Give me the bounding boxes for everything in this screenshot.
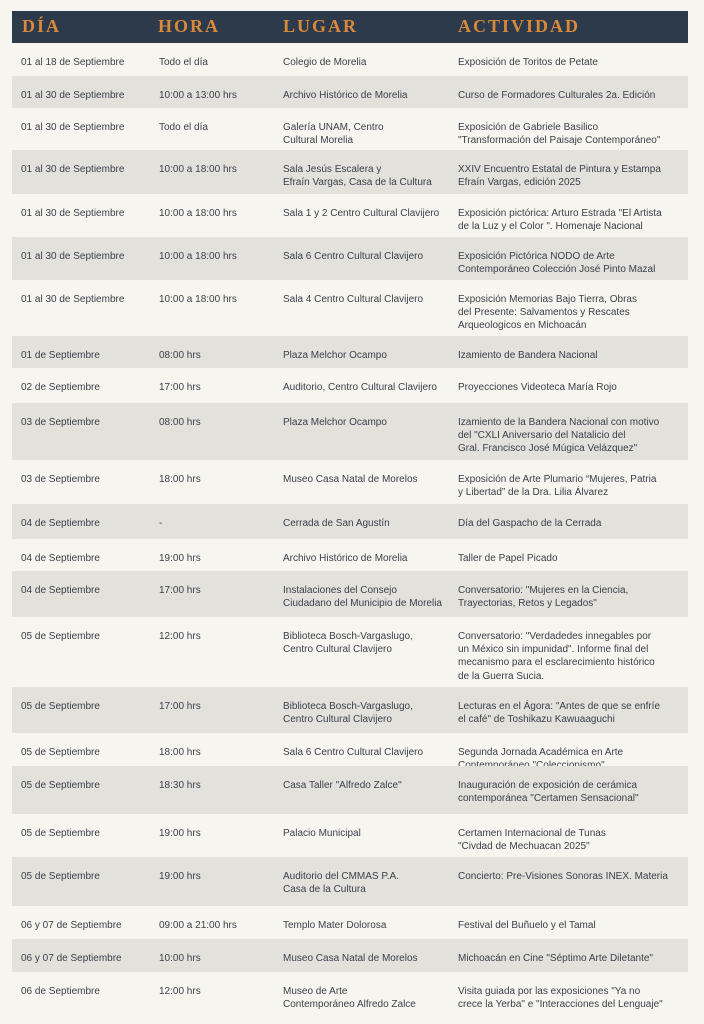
cell-actividad: Conversatorio: "Verdadedes innegables por un México sin impunidad". Informe final del mecanismo para el esclarecimiento histórico de la Guerra Sucia. bbox=[458, 631, 655, 682]
cell-lugar: Museo Casa Natal de Morelos bbox=[283, 474, 418, 485]
cell-hora: 19:00 hrs bbox=[159, 553, 201, 564]
cell-actividad: Exposición de Gabriele Basilico "Transformación del Paisaje Contemporáneo" bbox=[458, 122, 661, 147]
cell-hora: 10:00 a 13:00 hrs bbox=[159, 90, 237, 101]
cell-actividad: Concierto: Pre-Visiones Sonoras INEX. Materia bbox=[458, 871, 668, 882]
cell-actividad: Segunda Jornada Académica en Arte bbox=[458, 747, 624, 758]
cell-actividad: Día del Gaspacho de la Cerrada bbox=[458, 518, 602, 529]
cell-hora: 09:00 a 21:00 hrs bbox=[159, 920, 237, 931]
cell-actividad: Curso de Formadores Culturales 2a. Edición bbox=[458, 90, 656, 101]
cell-actividad: Izamiento de Bandera Nacional bbox=[458, 350, 598, 361]
cell-hora: 17:00 hrs bbox=[159, 701, 201, 712]
cell-lugar: Instalaciones del Consejo Ciudadano del Municipio de Morelia bbox=[283, 585, 442, 610]
cell-lugar: Museo de Arte Contemporáneo Alfredo Zalce bbox=[283, 986, 416, 1011]
cell-actividad: Exposición Pictórica NODO de Arte Contemporáneo Colección José Pinto Mazal bbox=[458, 251, 656, 276]
cell-hora: 18:30 hrs bbox=[159, 780, 201, 791]
cell-dia: 06 y 07 de Septiembre bbox=[21, 953, 122, 964]
cell-dia: 01 al 30 de Septiembre bbox=[21, 294, 125, 305]
table-row bbox=[12, 43, 688, 76]
table-row bbox=[12, 108, 688, 150]
cell-hora: 08:00 hrs bbox=[159, 350, 201, 361]
cell-dia: 01 al 18 de Septiembre bbox=[21, 57, 125, 68]
cell-dia: 01 al 30 de Septiembre bbox=[21, 164, 125, 175]
table-row bbox=[12, 939, 688, 972]
cell-hora: 08:00 hrs bbox=[159, 417, 201, 428]
cell-lugar: Auditorio, Centro Cultural Clavijero bbox=[283, 382, 437, 393]
cell-actividad: Taller de Papel Picado bbox=[458, 553, 558, 564]
cell-dia: 04 de Septiembre bbox=[21, 518, 100, 529]
table-row bbox=[12, 733, 688, 766]
cell-dia: 01 de Septiembre bbox=[21, 350, 100, 361]
cell-dia: 03 de Septiembre bbox=[21, 417, 100, 428]
cell-lugar: Galería UNAM, Centro Cultural Morelia bbox=[283, 122, 384, 147]
cell-dia: 01 al 30 de Septiembre bbox=[21, 122, 125, 133]
cell-actividad: Inauguración de exposición de cerámica contemporánea "Certamen Sensacional" bbox=[458, 780, 639, 805]
cell-lugar: Plaza Melchor Ocampo bbox=[283, 350, 387, 361]
cell-hora: 18:00 hrs bbox=[159, 474, 201, 485]
cell-lugar: Biblioteca Bosch-Vargaslugo, Centro Cultural Clavijero bbox=[283, 631, 413, 656]
cell-dia: 04 de Septiembre bbox=[21, 585, 100, 596]
cell-dia: 05 de Septiembre bbox=[21, 871, 100, 882]
cell-hora: Todo el día bbox=[159, 122, 208, 133]
cell-actividad: Exposición Memorias Bajo Tierra, Obras del Presente: Salvamentos y Rescates Arqueologicos en Michoacán bbox=[458, 294, 637, 332]
cell-actividad: Exposición de Toritos de Petate bbox=[458, 57, 598, 68]
cell-lugar: Sala 6 Centro Cultural Clavijero bbox=[283, 251, 424, 262]
table-row bbox=[12, 504, 688, 539]
cell-actividad: Visita guiada por las exposiciones "Ya no crece la Yerba" e "Interacciones del Lenguaje" bbox=[458, 986, 663, 1011]
cell-dia: 05 de Septiembre bbox=[21, 701, 100, 712]
cell-hora: 10:00 a 18:00 hrs bbox=[159, 251, 237, 262]
cell-hora: 12:00 hrs bbox=[159, 986, 201, 997]
table-row bbox=[12, 687, 688, 733]
cell-dia: 01 al 30 de Septiembre bbox=[21, 90, 125, 101]
cell-actividad: Conversatorio: "Mujeres en la Ciencia, Trayectorias, Retos y Legados" bbox=[458, 585, 629, 610]
cell-lugar: Biblioteca Bosch-Vargaslugo, Centro Cultural Clavijero bbox=[283, 701, 413, 726]
table-row bbox=[12, 150, 688, 194]
cell-lugar: Archivo Histórico de Morelia bbox=[283, 90, 408, 101]
cell-dia: 02 de Septiembre bbox=[21, 382, 100, 393]
cell-hora: 10:00 a 18:00 hrs bbox=[159, 164, 237, 175]
header-dia: DÍA bbox=[22, 16, 62, 36]
cell-hora: Todo el día bbox=[159, 57, 208, 68]
cell-dia: 05 de Septiembre bbox=[21, 747, 100, 758]
cell-lugar: Sala Jesús Escalera y Efraín Vargas, Casa de la Cultura bbox=[283, 164, 432, 189]
cell-dia: 03 de Septiembre bbox=[21, 474, 100, 485]
cell-actividad: Michoacán en Cine "Séptimo Arte Diletante" bbox=[458, 953, 653, 964]
cell-dia: 01 al 30 de Septiembre bbox=[21, 251, 125, 262]
cell-actividad: Exposición pictórica: Arturo Estrada "El Artista de la Luz y el Color ". Homenaje Nacional bbox=[458, 208, 662, 233]
cell-lugar: Casa Taller "Alfredo Zalce" bbox=[283, 780, 402, 791]
cell-hora: 18:00 hrs bbox=[159, 747, 201, 758]
table-row bbox=[12, 857, 688, 906]
cell-actividad: Exposición de Arte Plumario “Mujeres, Patria y Libertad” de la Dra. Lilia Álvarez bbox=[458, 474, 657, 499]
cell-dia: 04 de Septiembre bbox=[21, 553, 100, 564]
table-row bbox=[12, 460, 688, 504]
table-row bbox=[12, 571, 688, 617]
table-row bbox=[12, 906, 688, 939]
cell-lugar: Archivo Histórico de Morelia bbox=[283, 553, 408, 564]
cell-hora: 10:00 a 18:00 hrs bbox=[159, 294, 237, 305]
header-actividad: ACTIVIDAD bbox=[458, 16, 581, 36]
cell-actividad: Festival del Buñuelo y el Tamal bbox=[458, 920, 596, 931]
table-row bbox=[12, 336, 688, 368]
table-row bbox=[12, 237, 688, 280]
cell-dia: 05 de Septiembre bbox=[21, 828, 100, 839]
cell-hora: 19:00 hrs bbox=[159, 828, 201, 839]
schedule-table bbox=[12, 11, 688, 1017]
cell-dia: 06 y 07 de Septiembre bbox=[21, 920, 122, 931]
cell-actividad: Lecturas en el Ágora: "Antes de que se enfríe el café" de Toshikazu Kawuaaguchi bbox=[458, 701, 661, 726]
cell-lugar: Sala 6 Centro Cultural Clavijero bbox=[283, 747, 424, 758]
cell-lugar: Cerrada de San Agustín bbox=[283, 518, 390, 529]
table-row bbox=[12, 76, 688, 108]
table-row bbox=[12, 403, 688, 460]
cell-dia: 06 de Septiembre bbox=[21, 986, 100, 997]
cell-lugar: Plaza Melchor Ocampo bbox=[283, 417, 387, 428]
cell-dia: 05 de Septiembre bbox=[21, 631, 100, 642]
cell-lugar: Sala 1 y 2 Centro Cultural Clavijero bbox=[283, 208, 440, 219]
cell-lugar: Sala 4 Centro Cultural Clavijero bbox=[283, 294, 424, 305]
table-header bbox=[12, 11, 688, 43]
cell-hora: 10:00 a 18:00 hrs bbox=[159, 208, 237, 219]
cell-hora: - bbox=[159, 518, 163, 529]
cell-lugar: Colegio de Morelia bbox=[283, 57, 367, 68]
table-row bbox=[12, 194, 688, 237]
cell-lugar: Auditorio del CMMAS P.A. Casa de la Cultura bbox=[283, 871, 399, 896]
table-row bbox=[12, 766, 688, 814]
table-row bbox=[12, 814, 688, 857]
cell-lugar: Templo Mater Dolorosa bbox=[283, 920, 387, 931]
cell-hora: 19:00 hrs bbox=[159, 871, 201, 882]
cell-hora: 17:00 hrs bbox=[159, 585, 201, 596]
cell-dia: 01 al 30 de Septiembre bbox=[21, 208, 125, 219]
cell-hora: 12:00 hrs bbox=[159, 631, 201, 642]
cell-lugar: Palacio Municipal bbox=[283, 828, 361, 839]
table-row bbox=[12, 617, 688, 687]
table-row bbox=[12, 539, 688, 571]
cell-actividad: Certamen Internacional de Tunas "Civdad de Mechuacan 2025" bbox=[458, 828, 606, 853]
cell-hora: 17:00 hrs bbox=[159, 382, 201, 393]
table-body bbox=[12, 43, 688, 1017]
cell-lugar: Museo Casa Natal de Morelos bbox=[283, 953, 418, 964]
cell-actividad: Izamiento de la Bandera Nacional con motivo del "CXLI Aniversario del Natalicio del Gral. Francisco José Múgica Velázquez" bbox=[458, 417, 660, 455]
cell-dia: 05 de Septiembre bbox=[21, 780, 100, 791]
table-row bbox=[12, 972, 688, 1017]
cell-hora: 10:00 hrs bbox=[159, 953, 201, 964]
header-hora: HORA bbox=[158, 16, 220, 36]
cell-actividad: Proyecciones Videoteca María Rojo bbox=[458, 382, 617, 393]
table-row bbox=[12, 280, 688, 336]
cell-actividad: XXIV Encuentro Estatal de Pintura y Estampa Efraín Vargas, edición 2025 bbox=[458, 164, 661, 189]
table-row bbox=[12, 368, 688, 403]
header-lugar: LUGAR bbox=[283, 16, 359, 36]
